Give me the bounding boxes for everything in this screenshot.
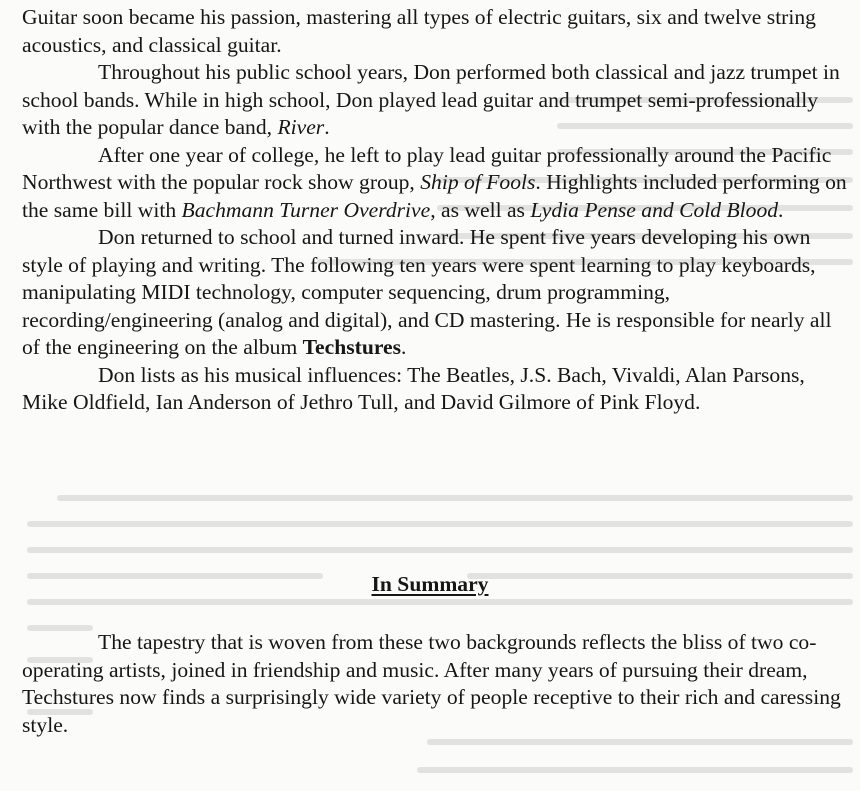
bio-paragraph-5-text: Don lists as his musical influences: The Beatles, J.S. Bach, Vivaldi, Alan Parsons, Mike Oldfield, Ian Anderson of Jethro Tull, and David Gilmore of Pink Floyd.: [22, 362, 805, 414]
summary-paragraph: The tapestry that is woven from these two backgrounds reflects the bliss of two co-operating artists, joined in friendship and music. After many years of pursuing their dream, Techstures now finds a surprisingly wide variety of people receptive to their rich and caressing style.: [22, 630, 841, 737]
bio-paragraph-3-text-2: . Highlights included performing on the same bill with: [22, 170, 847, 222]
bio-paragraph-4-text: Don returned to school and turned inward. He spent five years developing his own style of playing and writing. The following ten years were spent learning to play keyboards, manipulating MIDI technology, computer sequencing, drum programming, recording/engineering (analog and digital), and CD mastering. He is responsible for nearly all of the engineering on the album: [22, 225, 832, 359]
bio-paragraph-3-end: .: [778, 197, 784, 222]
bio-paragraph-4: [22, 224, 852, 362]
bio-paragraph-3-text: After one year of college, he left to play lead guitar professionally around the Pacific Northwest with the popular rock show group,: [22, 142, 832, 194]
bio-paragraph-4-end: .: [401, 335, 407, 359]
bio-paragraph-1: [22, 4, 852, 59]
band-name-ship-of-fools: Ship of Fools: [420, 170, 536, 194]
bio-paragraph-2: [22, 59, 852, 142]
summary-heading: In Summary: [371, 572, 489, 596]
bio-paragraph-1-text: Guitar soon became his passion, mastering all types of electric guitars, six and twelve string acoustics, and classical guitar.: [22, 5, 816, 57]
act-name-cold-blood: Lydia Pense and Cold Blood: [530, 197, 779, 222]
bio-paragraph-2-text: Throughout his public school years, Don performed both classical and jazz trumpet in school bands. While in high school, Don played lead guitar and trumpet semi-professionally with the popular dance band,: [22, 60, 840, 139]
act-name-bto: Bachmann Turner Overdrive: [181, 197, 431, 222]
bio-paragraph-2-end: .: [324, 115, 330, 139]
bio-paragraph-3: [22, 142, 852, 225]
bio-paragraph-3-text-3: , as well as: [430, 197, 531, 222]
bio-paragraph-5: [22, 362, 852, 417]
album-name: Techstures: [302, 335, 402, 359]
band-name-river: River: [277, 115, 325, 139]
biography-text: [22, 4, 852, 417]
